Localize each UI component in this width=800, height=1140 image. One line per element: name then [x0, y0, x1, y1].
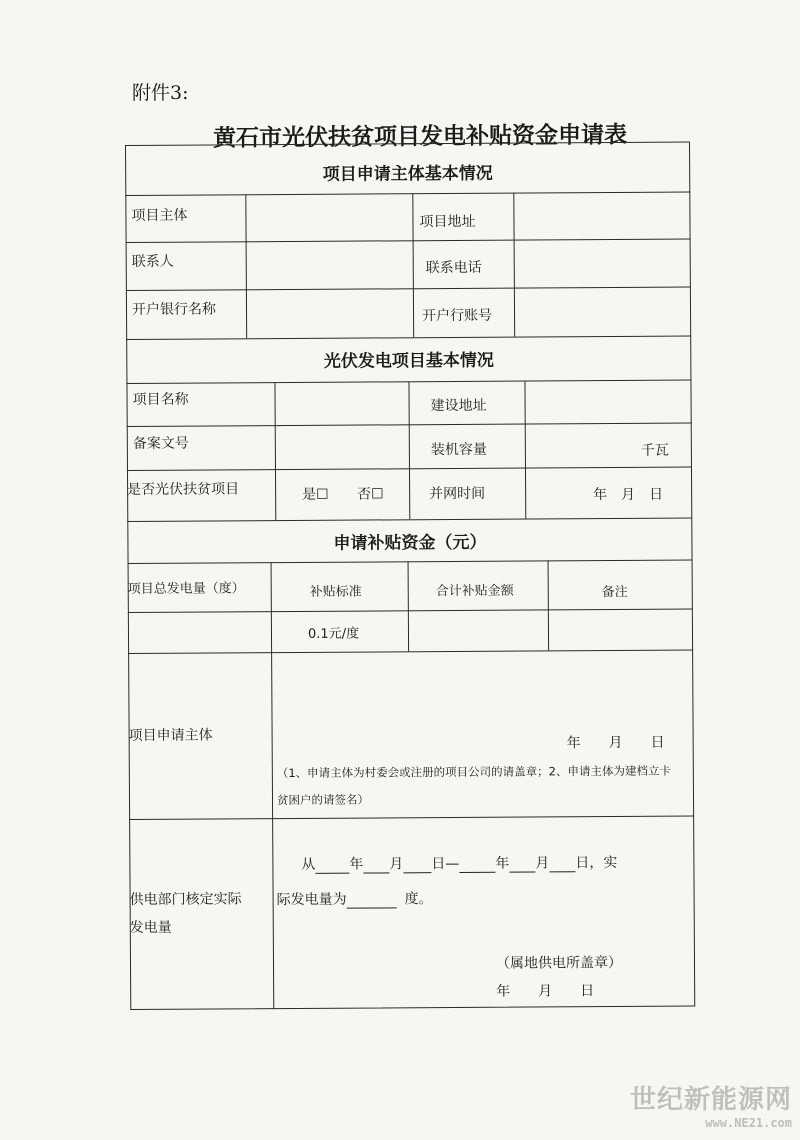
- label-bank-name: 开户银行名称: [131, 301, 217, 318]
- year-label: 年: [349, 856, 364, 873]
- applicant-note-line1: （1、申请主体为村委会或注册的项目公司的请盖章；2、申请主体为建档立卡: [276, 763, 672, 781]
- site-watermark: [630, 1079, 792, 1130]
- month-to-field[interactable]: [509, 856, 535, 873]
- table-border: [125, 142, 695, 1010]
- watermark-url: www.NE21.com: [705, 1116, 792, 1130]
- label-power-line2: 发电量: [129, 919, 172, 936]
- label-bank-account: 开户行账号: [422, 307, 493, 325]
- label-contact-phone: 联系电话: [425, 259, 482, 277]
- label-grid-time: 并网时间: [429, 485, 486, 503]
- month-label: 月: [535, 855, 550, 872]
- power-seal-note: （属地供电所盖章）: [495, 954, 623, 972]
- label-is-poverty-project: 是否光伏扶贫项目: [127, 481, 240, 498]
- day-to-label: 日—: [431, 855, 460, 873]
- power-date: 年 月 日: [496, 983, 595, 1000]
- section-heading-project: 光伏发电项目基本情况: [323, 350, 494, 372]
- section-heading-subsidy: 申请补贴资金（元）: [333, 532, 487, 554]
- capacity-unit: 千瓦: [640, 442, 669, 459]
- application-form-table: [125, 142, 695, 1010]
- label-power-line1: 供电部门核定实际: [129, 891, 242, 908]
- label-project-owner: 项目主体: [131, 207, 188, 224]
- col-header-amount: 合计补贴金额: [435, 583, 514, 600]
- standard-value: 0.1元/度: [307, 626, 360, 642]
- grid-date-placeholder: 年 月 日: [593, 486, 664, 504]
- day-to-field[interactable]: [549, 855, 575, 872]
- checkbox-yes[interactable]: 是☐: [302, 486, 329, 503]
- actual-power-label: 际发电量为: [276, 891, 347, 909]
- label-contact: 联系人: [131, 253, 174, 270]
- applicant-note-line2: 贫困户的请签名）: [276, 792, 370, 808]
- label-applicant: 项目申请主体: [128, 727, 213, 744]
- day-from-field[interactable]: [403, 856, 431, 873]
- year-to-field[interactable]: [459, 856, 495, 873]
- label-project-address: 项目地址: [419, 213, 476, 231]
- month-label: 月: [389, 856, 404, 873]
- year-label: 年: [495, 855, 510, 872]
- form-title: 黄石市光伏扶贫项目发电补贴资金申请表: [212, 121, 628, 152]
- power-unit: 度。: [404, 891, 433, 908]
- col-header-remark: 备注: [601, 584, 628, 601]
- applicant-date: 年 月 日: [566, 734, 665, 752]
- power-amount-field[interactable]: [347, 891, 397, 908]
- col-header-standard: 补贴标准: [309, 584, 362, 600]
- month-from-field[interactable]: [363, 856, 389, 873]
- day-end-label: 日，实: [575, 855, 618, 872]
- power-amount-line: [277, 888, 433, 909]
- checkbox-no[interactable]: 否☐: [357, 486, 384, 503]
- attachment-label: 附件3:: [132, 82, 189, 104]
- section-heading-applicant: 项目申请主体基本情况: [322, 163, 493, 185]
- col-header-total-power: 项目总发电量（度）: [127, 581, 245, 597]
- label-filing-no: 备案文号: [132, 435, 189, 452]
- from-label: 从: [301, 856, 316, 873]
- watermark-name: 世纪新能源网: [629, 1085, 792, 1115]
- power-period-line: [301, 852, 617, 874]
- label-project-name: 项目名称: [132, 391, 189, 408]
- year-from-field[interactable]: [315, 857, 349, 874]
- label-capacity: 装机容量: [430, 441, 487, 459]
- label-build-address: 建设地址: [430, 397, 487, 415]
